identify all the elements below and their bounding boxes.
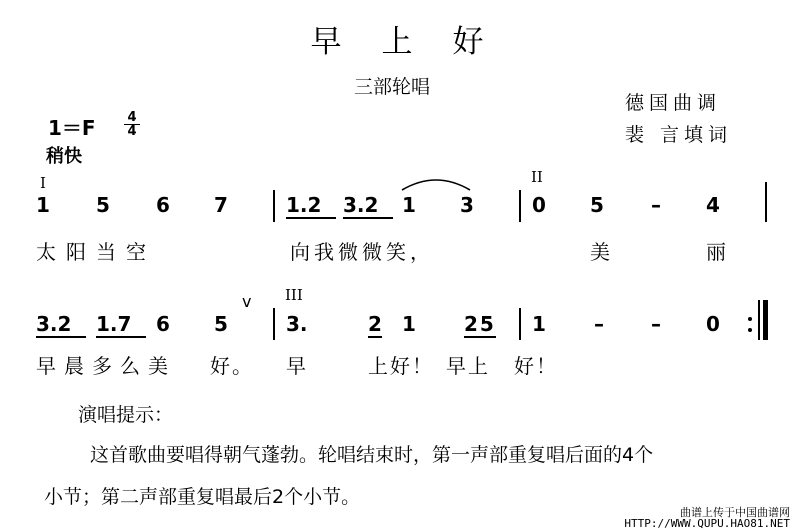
- lyric-segment: 早: [286, 354, 316, 378]
- section-marker-1: I: [40, 174, 46, 192]
- note: 3.: [286, 312, 308, 336]
- underline: [96, 336, 146, 338]
- lyric-segment: 早晨多么美: [36, 354, 176, 378]
- underline: [464, 336, 496, 338]
- repeat-dots-icon: [747, 310, 753, 338]
- lyric-segment: 美: [590, 240, 620, 264]
- slur-icon: [398, 170, 476, 192]
- lyric-segment: 早上: [446, 354, 490, 378]
- lyric-segment: 太阳当空: [36, 240, 156, 264]
- bar-line: [519, 308, 521, 340]
- note: 0: [532, 193, 546, 217]
- underline: [368, 336, 382, 338]
- lyric-segment: 好。: [210, 354, 254, 378]
- note: 1: [402, 193, 416, 217]
- composer-credit: 德国曲调: [625, 92, 722, 114]
- bar-line-thin: [758, 300, 760, 340]
- note: 5: [590, 193, 604, 217]
- underline: [36, 336, 86, 338]
- note: 4: [706, 193, 720, 217]
- dash: –: [651, 312, 661, 336]
- note: 7: [214, 193, 228, 217]
- note: 6: [156, 193, 170, 217]
- underline: [343, 217, 393, 219]
- note: 6: [156, 312, 170, 336]
- note: 1.2: [286, 193, 322, 217]
- note: 1: [532, 312, 546, 336]
- notes-heading: 演唱提示：: [78, 404, 174, 426]
- lyric-segment: 丽: [706, 240, 736, 264]
- note: 25: [464, 312, 496, 336]
- notes-paragraph-line: 这首歌曲要唱得朝气蓬勃。轮唱结束时，第一声部重复唱后面的4个: [90, 444, 654, 466]
- bar-line-thick: [763, 300, 768, 340]
- bar-line: [519, 190, 521, 222]
- song-title: 早上好: [310, 24, 524, 60]
- note: 0: [706, 312, 720, 336]
- note: 3: [460, 193, 474, 217]
- breath-mark-icon: v: [242, 292, 252, 311]
- note: 1: [36, 193, 50, 217]
- note: 1: [402, 312, 416, 336]
- lyric-segment: 好！: [514, 354, 558, 378]
- notes-paragraph-line: 小节；第二声部重复唱最后2个小节。: [44, 486, 361, 508]
- note: 5: [96, 193, 110, 217]
- key-signature: 1＝F: [48, 116, 96, 140]
- bar-line: [273, 190, 275, 222]
- note: 2: [368, 312, 382, 336]
- note: 3.2: [343, 193, 379, 217]
- note: 3.2: [36, 312, 72, 336]
- bar-line: [765, 182, 767, 222]
- tempo-marking: 稍快: [46, 146, 82, 167]
- lyric-segment: 上好！: [368, 354, 434, 378]
- lyric-segment: 向我微微笑，: [290, 240, 434, 264]
- section-marker-3: III: [285, 286, 303, 304]
- note: 1.7: [96, 312, 132, 336]
- bar-line: [273, 308, 275, 340]
- time-signature: [122, 112, 142, 137]
- subtitle: 三部轮唱: [354, 76, 431, 98]
- dash: –: [594, 312, 604, 336]
- time-bottom: 4: [127, 124, 137, 139]
- time-top: 4: [127, 110, 137, 125]
- section-marker-2: II: [531, 168, 543, 186]
- underline: [286, 217, 336, 219]
- site-watermark: 曲谱上传于中国曲谱网 HTTP://WWW.QUPU.HAO81.NET: [624, 506, 790, 530]
- dash: –: [651, 193, 661, 217]
- note: 5: [214, 312, 228, 336]
- lyricist-credit: 裴 言填词: [625, 124, 733, 146]
